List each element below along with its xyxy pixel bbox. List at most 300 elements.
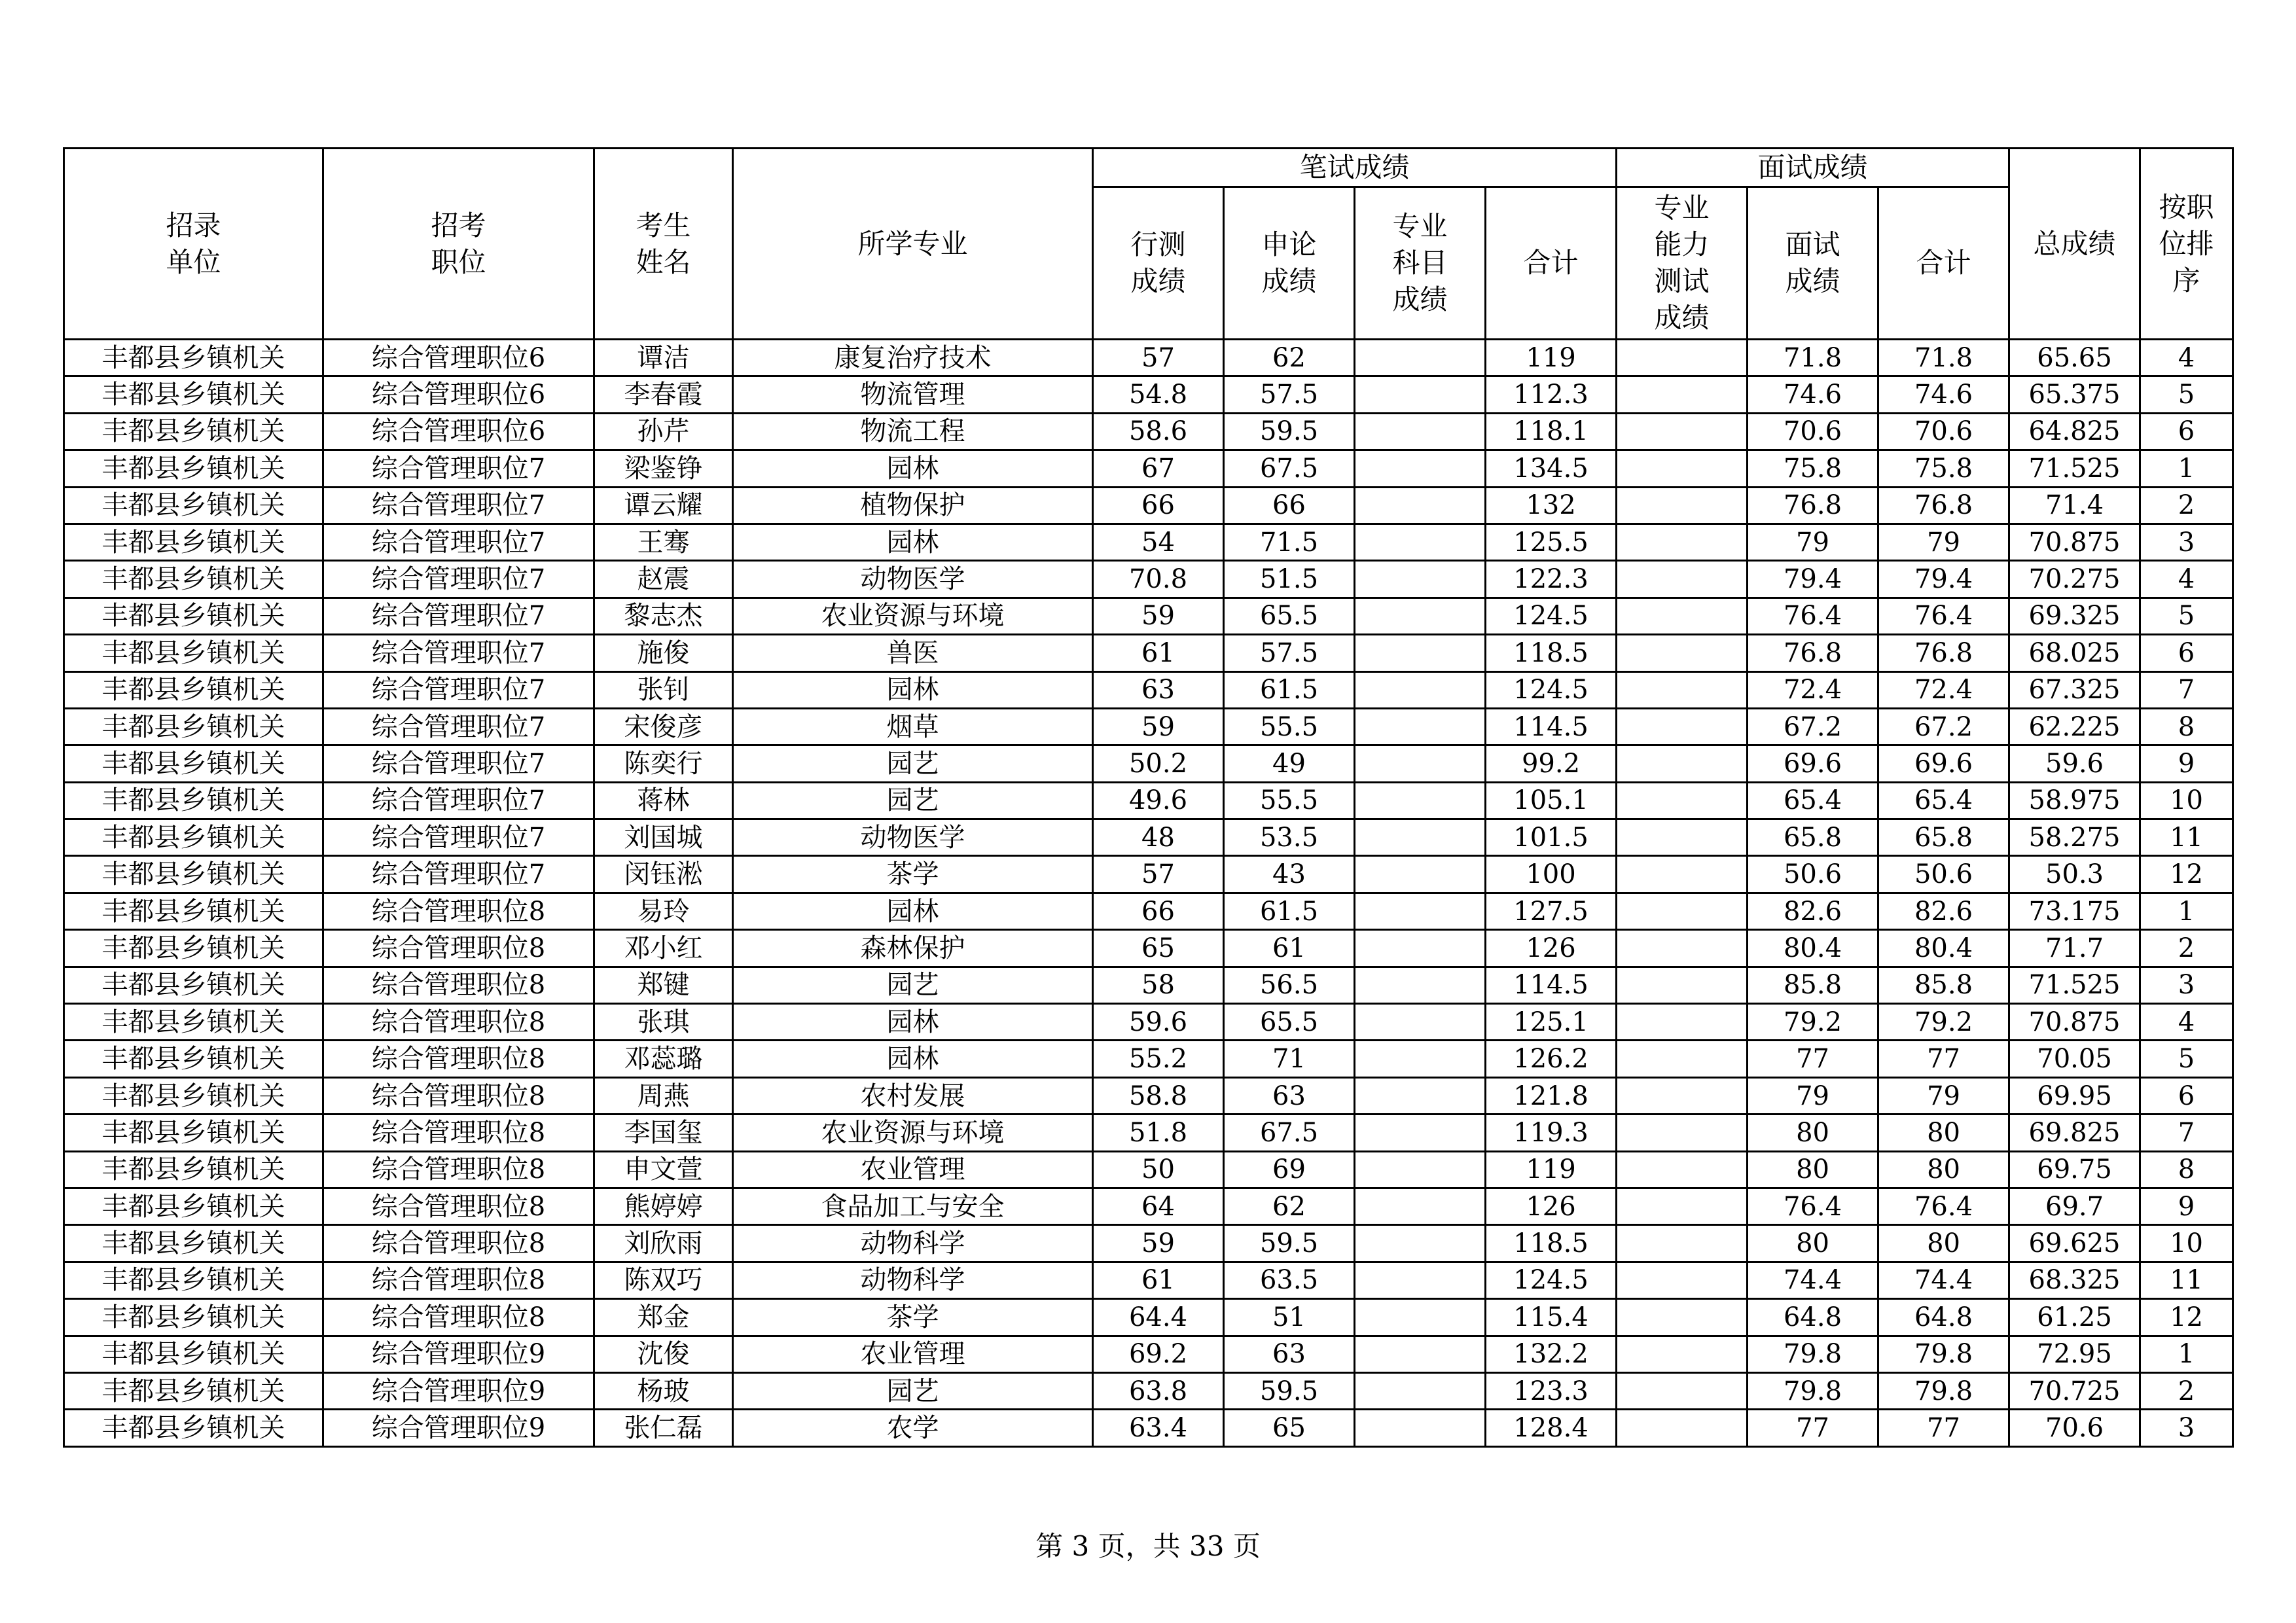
cell-interview-total: 79.2: [1878, 1004, 2009, 1041]
cell-interview: 77: [1748, 1410, 1878, 1446]
cell-position: 综合管理职位7: [323, 561, 594, 597]
header-shenlun: 申论 成绩: [1224, 187, 1355, 340]
cell-name: 刘欣雨: [594, 1225, 733, 1262]
cell-position: 综合管理职位8: [323, 930, 594, 967]
cell-subject: [1355, 856, 1486, 893]
cell-major: 森林保护: [733, 930, 1093, 967]
table-row: [64, 1336, 2233, 1372]
cell-unit: 丰都县乡镇机关: [64, 1115, 323, 1151]
cell-subject: [1355, 930, 1486, 967]
cell-rank: 5: [2140, 1041, 2233, 1077]
cell-rank: 4: [2140, 561, 2233, 597]
cell-name: 李国玺: [594, 1115, 733, 1151]
cell-unit: 丰都县乡镇机关: [64, 635, 323, 671]
cell-xingce: 67: [1093, 450, 1224, 487]
cell-total: 69.325: [2009, 597, 2140, 634]
cell-ability: [1617, 708, 1748, 745]
cell-interview: 65.4: [1748, 782, 1878, 819]
cell-xingce: 63.4: [1093, 1410, 1224, 1446]
cell-written-total: 118.5: [1486, 635, 1617, 671]
cell-interview-total: 74.4: [1878, 1262, 2009, 1298]
cell-xingce: 59.6: [1093, 1004, 1224, 1041]
cell-ability: [1617, 819, 1748, 856]
cell-interview-total: 82.6: [1878, 893, 2009, 929]
table-row: [64, 930, 2233, 967]
cell-shenlun: 65.5: [1224, 1004, 1355, 1041]
cell-subject: [1355, 450, 1486, 487]
header-total: 总成绩: [2009, 149, 2140, 340]
cell-unit: 丰都县乡镇机关: [64, 745, 323, 782]
cell-position: 综合管理职位8: [323, 1077, 594, 1114]
cell-written-total: 118.1: [1486, 413, 1617, 450]
cell-shenlun: 63: [1224, 1077, 1355, 1114]
cell-xingce: 61: [1093, 1262, 1224, 1298]
cell-subject: [1355, 1115, 1486, 1151]
cell-rank: 3: [2140, 967, 2233, 1003]
cell-interview: 79: [1748, 1077, 1878, 1114]
cell-major: 园艺: [733, 967, 1093, 1003]
cell-major: 园艺: [733, 1372, 1093, 1409]
cell-position: 综合管理职位8: [323, 893, 594, 929]
cell-xingce: 57: [1093, 340, 1224, 376]
cell-unit: 丰都县乡镇机关: [64, 450, 323, 487]
cell-shenlun: 67.5: [1224, 1115, 1355, 1151]
cell-written-total: 114.5: [1486, 708, 1617, 745]
cell-major: 烟草: [733, 708, 1093, 745]
cell-position: 综合管理职位9: [323, 1336, 594, 1372]
cell-shenlun: 57.5: [1224, 376, 1355, 413]
cell-name: 郑金: [594, 1299, 733, 1336]
cell-shenlun: 53.5: [1224, 819, 1355, 856]
cell-shenlun: 61.5: [1224, 893, 1355, 929]
cell-rank: 9: [2140, 1188, 2233, 1224]
cell-total: 50.3: [2009, 856, 2140, 893]
cell-position: 综合管理职位8: [323, 1188, 594, 1224]
cell-written-total: 125.5: [1486, 524, 1617, 560]
cell-xingce: 58.6: [1093, 413, 1224, 450]
cell-position: 综合管理职位7: [323, 524, 594, 560]
cell-shenlun: 61.5: [1224, 671, 1355, 708]
cell-position: 综合管理职位6: [323, 413, 594, 450]
cell-subject: [1355, 487, 1486, 524]
table-row: [64, 1077, 2233, 1114]
cell-name: 郑键: [594, 967, 733, 1003]
cell-unit: 丰都县乡镇机关: [64, 1299, 323, 1336]
cell-xingce: 50: [1093, 1151, 1224, 1188]
table-row: [64, 487, 2233, 524]
cell-interview-total: 69.6: [1878, 745, 2009, 782]
cell-position: 综合管理职位7: [323, 597, 594, 634]
cell-interview-total: 72.4: [1878, 671, 2009, 708]
table-row: [64, 1188, 2233, 1224]
cell-written-total: 100: [1486, 856, 1617, 893]
table-row: [64, 819, 2233, 856]
cell-rank: 8: [2140, 708, 2233, 745]
cell-position: 综合管理职位8: [323, 1299, 594, 1336]
cell-major: 园艺: [733, 745, 1093, 782]
cell-interview: 65.8: [1748, 819, 1878, 856]
cell-name: 黎志杰: [594, 597, 733, 634]
cell-interview: 79: [1748, 524, 1878, 560]
cell-major: 食品加工与安全: [733, 1188, 1093, 1224]
header-position: 招考 职位: [323, 149, 594, 340]
cell-shenlun: 51.5: [1224, 561, 1355, 597]
cell-written-total: 115.4: [1486, 1299, 1617, 1336]
cell-ability: [1617, 487, 1748, 524]
cell-written-total: 118.5: [1486, 1225, 1617, 1262]
cell-xingce: 63: [1093, 671, 1224, 708]
cell-major: 物流工程: [733, 413, 1093, 450]
cell-ability: [1617, 340, 1748, 376]
cell-total: 70.6: [2009, 1410, 2140, 1446]
header-written-group: 笔试成绩: [1093, 149, 1617, 187]
cell-xingce: 55.2: [1093, 1041, 1224, 1077]
table-row: [64, 413, 2233, 450]
cell-position: 综合管理职位7: [323, 819, 594, 856]
cell-major: 园林: [733, 450, 1093, 487]
table-row: [64, 745, 2233, 782]
cell-name: 沈俊: [594, 1336, 733, 1372]
cell-rank: 1: [2140, 450, 2233, 487]
cell-subject: [1355, 1004, 1486, 1041]
cell-name: 蒋林: [594, 782, 733, 819]
cell-interview: 80: [1748, 1115, 1878, 1151]
cell-interview: 80: [1748, 1151, 1878, 1188]
cell-interview-total: 85.8: [1878, 967, 2009, 1003]
cell-total: 58.975: [2009, 782, 2140, 819]
cell-position: 综合管理职位7: [323, 450, 594, 487]
header-unit: 招录 单位: [64, 149, 323, 340]
cell-major: 农业管理: [733, 1336, 1093, 1372]
cell-name: 谭云耀: [594, 487, 733, 524]
cell-shenlun: 71: [1224, 1041, 1355, 1077]
cell-name: 张仁磊: [594, 1410, 733, 1446]
cell-ability: [1617, 967, 1748, 1003]
cell-total: 69.825: [2009, 1115, 2140, 1151]
cell-ability: [1617, 413, 1748, 450]
table-row: [64, 635, 2233, 671]
cell-ability: [1617, 1336, 1748, 1372]
cell-ability: [1617, 1225, 1748, 1262]
cell-name: 赵震: [594, 561, 733, 597]
cell-xingce: 66: [1093, 893, 1224, 929]
cell-shenlun: 49: [1224, 745, 1355, 782]
cell-major: 康复治疗技术: [733, 340, 1093, 376]
cell-rank: 7: [2140, 1115, 2233, 1151]
cell-rank: 10: [2140, 1225, 2233, 1262]
cell-shenlun: 62: [1224, 1188, 1355, 1224]
cell-major: 园艺: [733, 782, 1093, 819]
cell-written-total: 132.2: [1486, 1336, 1617, 1372]
cell-rank: 11: [2140, 1262, 2233, 1298]
cell-name: 熊婷婷: [594, 1188, 733, 1224]
cell-rank: 1: [2140, 893, 2233, 929]
cell-unit: 丰都县乡镇机关: [64, 819, 323, 856]
cell-major: 农业资源与环境: [733, 1115, 1093, 1151]
cell-rank: 4: [2140, 1004, 2233, 1041]
cell-shenlun: 65: [1224, 1410, 1355, 1446]
cell-interview-total: 79: [1878, 1077, 2009, 1114]
cell-interview-total: 80: [1878, 1151, 2009, 1188]
cell-ability: [1617, 1077, 1748, 1114]
cell-shenlun: 59.5: [1224, 413, 1355, 450]
header-xingce: 行测 成绩: [1093, 187, 1224, 340]
cell-unit: 丰都县乡镇机关: [64, 856, 323, 893]
cell-subject: [1355, 819, 1486, 856]
cell-subject: [1355, 745, 1486, 782]
cell-name: 宋俊彦: [594, 708, 733, 745]
cell-written-total: 99.2: [1486, 745, 1617, 782]
cell-total: 70.05: [2009, 1041, 2140, 1077]
cell-major: 园林: [733, 671, 1093, 708]
cell-subject: [1355, 597, 1486, 634]
cell-rank: 2: [2140, 1372, 2233, 1409]
cell-position: 综合管理职位6: [323, 376, 594, 413]
cell-major: 动物科学: [733, 1225, 1093, 1262]
cell-shenlun: 69: [1224, 1151, 1355, 1188]
cell-position: 综合管理职位7: [323, 487, 594, 524]
header-name: 考生 姓名: [594, 149, 733, 340]
cell-interview-total: 65.8: [1878, 819, 2009, 856]
cell-shenlun: 51: [1224, 1299, 1355, 1336]
cell-position: 综合管理职位8: [323, 1225, 594, 1262]
cell-ability: [1617, 376, 1748, 413]
footer-total-pages: 33: [1189, 1530, 1225, 1562]
cell-xingce: 64.4: [1093, 1299, 1224, 1336]
cell-total: 65.65: [2009, 340, 2140, 376]
cell-position: 综合管理职位7: [323, 708, 594, 745]
cell-total: 58.275: [2009, 819, 2140, 856]
cell-ability: [1617, 671, 1748, 708]
cell-name: 张钊: [594, 671, 733, 708]
cell-major: 物流管理: [733, 376, 1093, 413]
cell-xingce: 59: [1093, 708, 1224, 745]
cell-interview: 79.2: [1748, 1004, 1878, 1041]
cell-ability: [1617, 1188, 1748, 1224]
cell-total: 73.175: [2009, 893, 2140, 929]
cell-written-total: 124.5: [1486, 671, 1617, 708]
footer-mid: 页，共: [1098, 1530, 1181, 1562]
cell-shenlun: 59.5: [1224, 1372, 1355, 1409]
cell-name: 申文萱: [594, 1151, 733, 1188]
cell-interview-total: 76.8: [1878, 635, 2009, 671]
cell-shenlun: 63: [1224, 1336, 1355, 1372]
cell-position: 综合管理职位8: [323, 1115, 594, 1151]
cell-shenlun: 57.5: [1224, 635, 1355, 671]
cell-position: 综合管理职位8: [323, 1151, 594, 1188]
cell-interview-total: 80.4: [1878, 930, 2009, 967]
cell-subject: [1355, 340, 1486, 376]
cell-shenlun: 67.5: [1224, 450, 1355, 487]
cell-position: 综合管理职位9: [323, 1410, 594, 1446]
cell-rank: 5: [2140, 597, 2233, 634]
cell-xingce: 51.8: [1093, 1115, 1224, 1151]
cell-interview-total: 77: [1878, 1041, 2009, 1077]
cell-subject: [1355, 635, 1486, 671]
cell-name: 孙芹: [594, 413, 733, 450]
table-row: [64, 708, 2233, 745]
cell-interview-total: 80: [1878, 1115, 2009, 1151]
cell-written-total: 114.5: [1486, 967, 1617, 1003]
cell-interview: 76.4: [1748, 597, 1878, 634]
cell-total: 69.7: [2009, 1188, 2140, 1224]
cell-written-total: 123.3: [1486, 1372, 1617, 1409]
cell-total: 68.325: [2009, 1262, 2140, 1298]
cell-interview: 82.6: [1748, 893, 1878, 929]
cell-name: 陈奕行: [594, 745, 733, 782]
header-ability: 专业 能力 测试 成绩: [1617, 187, 1748, 340]
cell-shenlun: 56.5: [1224, 967, 1355, 1003]
cell-total: 69.95: [2009, 1077, 2140, 1114]
cell-subject: [1355, 1262, 1486, 1298]
cell-ability: [1617, 524, 1748, 560]
cell-position: 综合管理职位7: [323, 745, 594, 782]
cell-xingce: 54: [1093, 524, 1224, 560]
cell-written-total: 121.8: [1486, 1077, 1617, 1114]
table-row: [64, 340, 2233, 376]
cell-interview: 79.8: [1748, 1372, 1878, 1409]
cell-written-total: 125.1: [1486, 1004, 1617, 1041]
header-subject: 专业 科目 成绩: [1355, 187, 1486, 340]
cell-total: 67.325: [2009, 671, 2140, 708]
cell-rank: 12: [2140, 1299, 2233, 1336]
cell-unit: 丰都县乡镇机关: [64, 1188, 323, 1224]
cell-ability: [1617, 1151, 1748, 1188]
cell-ability: [1617, 1299, 1748, 1336]
table-row: [64, 376, 2233, 413]
table-row: [64, 671, 2233, 708]
cell-interview: 76.8: [1748, 635, 1878, 671]
cell-subject: [1355, 376, 1486, 413]
cell-unit: 丰都县乡镇机关: [64, 487, 323, 524]
cell-written-total: 132: [1486, 487, 1617, 524]
cell-written-total: 124.5: [1486, 597, 1617, 634]
cell-written-total: 126.2: [1486, 1041, 1617, 1077]
cell-unit: 丰都县乡镇机关: [64, 561, 323, 597]
cell-major: 农村发展: [733, 1077, 1093, 1114]
cell-unit: 丰都县乡镇机关: [64, 597, 323, 634]
cell-written-total: 134.5: [1486, 450, 1617, 487]
cell-shenlun: 55.5: [1224, 708, 1355, 745]
cell-ability: [1617, 635, 1748, 671]
table-row: [64, 1225, 2233, 1262]
cell-rank: 3: [2140, 524, 2233, 560]
cell-written-total: 126: [1486, 1188, 1617, 1224]
cell-position: 综合管理职位7: [323, 671, 594, 708]
cell-total: 71.525: [2009, 450, 2140, 487]
cell-total: 64.825: [2009, 413, 2140, 450]
cell-interview-total: 79.8: [1878, 1336, 2009, 1372]
cell-unit: 丰都县乡镇机关: [64, 893, 323, 929]
table-row: [64, 597, 2233, 634]
cell-position: 综合管理职位8: [323, 1004, 594, 1041]
cell-name: 周燕: [594, 1077, 733, 1114]
cell-major: 园林: [733, 893, 1093, 929]
cell-xingce: 58.8: [1093, 1077, 1224, 1114]
cell-position: 综合管理职位8: [323, 1041, 594, 1077]
cell-total: 69.625: [2009, 1225, 2140, 1262]
cell-interview-total: 76.4: [1878, 597, 2009, 634]
cell-unit: 丰都县乡镇机关: [64, 1151, 323, 1188]
cell-total: 69.75: [2009, 1151, 2140, 1188]
cell-subject: [1355, 671, 1486, 708]
cell-interview: 77: [1748, 1041, 1878, 1077]
cell-position: 综合管理职位6: [323, 340, 594, 376]
cell-subject: [1355, 893, 1486, 929]
cell-xingce: 50.2: [1093, 745, 1224, 782]
cell-interview-total: 64.8: [1878, 1299, 2009, 1336]
cell-position: 综合管理职位8: [323, 967, 594, 1003]
cell-subject: [1355, 967, 1486, 1003]
cell-name: 闵钰淞: [594, 856, 733, 893]
cell-major: 农业管理: [733, 1151, 1093, 1188]
cell-major: 动物医学: [733, 561, 1093, 597]
cell-shenlun: 71.5: [1224, 524, 1355, 560]
cell-ability: [1617, 597, 1748, 634]
cell-position: 综合管理职位7: [323, 635, 594, 671]
cell-unit: 丰都县乡镇机关: [64, 967, 323, 1003]
cell-unit: 丰都县乡镇机关: [64, 930, 323, 967]
cell-ability: [1617, 450, 1748, 487]
cell-name: 谭洁: [594, 340, 733, 376]
cell-subject: [1355, 413, 1486, 450]
cell-unit: 丰都县乡镇机关: [64, 782, 323, 819]
cell-interview-total: 76.4: [1878, 1188, 2009, 1224]
cell-shenlun: 65.5: [1224, 597, 1355, 634]
cell-shenlun: 59.5: [1224, 1225, 1355, 1262]
cell-rank: 10: [2140, 782, 2233, 819]
cell-ability: [1617, 1115, 1748, 1151]
cell-position: 综合管理职位9: [323, 1372, 594, 1409]
cell-unit: 丰都县乡镇机关: [64, 1004, 323, 1041]
cell-unit: 丰都县乡镇机关: [64, 413, 323, 450]
cell-major: 园林: [733, 1041, 1093, 1077]
cell-position: 综合管理职位7: [323, 856, 594, 893]
cell-written-total: 101.5: [1486, 819, 1617, 856]
cell-unit: 丰都县乡镇机关: [64, 1410, 323, 1446]
cell-xingce: 58: [1093, 967, 1224, 1003]
footer-suffix: 页: [1232, 1530, 1261, 1562]
cell-position: 综合管理职位7: [323, 782, 594, 819]
cell-interview-total: 80: [1878, 1225, 2009, 1262]
cell-interview: 80: [1748, 1225, 1878, 1262]
cell-ability: [1617, 745, 1748, 782]
table-row: [64, 1004, 2233, 1041]
cell-rank: 7: [2140, 671, 2233, 708]
cell-unit: 丰都县乡镇机关: [64, 1077, 323, 1114]
table-row: [64, 1151, 2233, 1188]
cell-interview: 72.4: [1748, 671, 1878, 708]
cell-interview-total: 77: [1878, 1410, 2009, 1446]
cell-subject: [1355, 1299, 1486, 1336]
table-row: [64, 1041, 2233, 1077]
cell-shenlun: 62: [1224, 340, 1355, 376]
cell-name: 邓小红: [594, 930, 733, 967]
cell-written-total: 119: [1486, 1151, 1617, 1188]
cell-name: 张琪: [594, 1004, 733, 1041]
cell-rank: 6: [2140, 635, 2233, 671]
table-row: [64, 1262, 2233, 1298]
cell-ability: [1617, 561, 1748, 597]
cell-name: 王骞: [594, 524, 733, 560]
cell-xingce: 48: [1093, 819, 1224, 856]
cell-written-total: 122.3: [1486, 561, 1617, 597]
cell-unit: 丰都县乡镇机关: [64, 524, 323, 560]
cell-total: 70.275: [2009, 561, 2140, 597]
cell-name: 易玲: [594, 893, 733, 929]
cell-xingce: 49.6: [1093, 782, 1224, 819]
cell-rank: 2: [2140, 930, 2233, 967]
